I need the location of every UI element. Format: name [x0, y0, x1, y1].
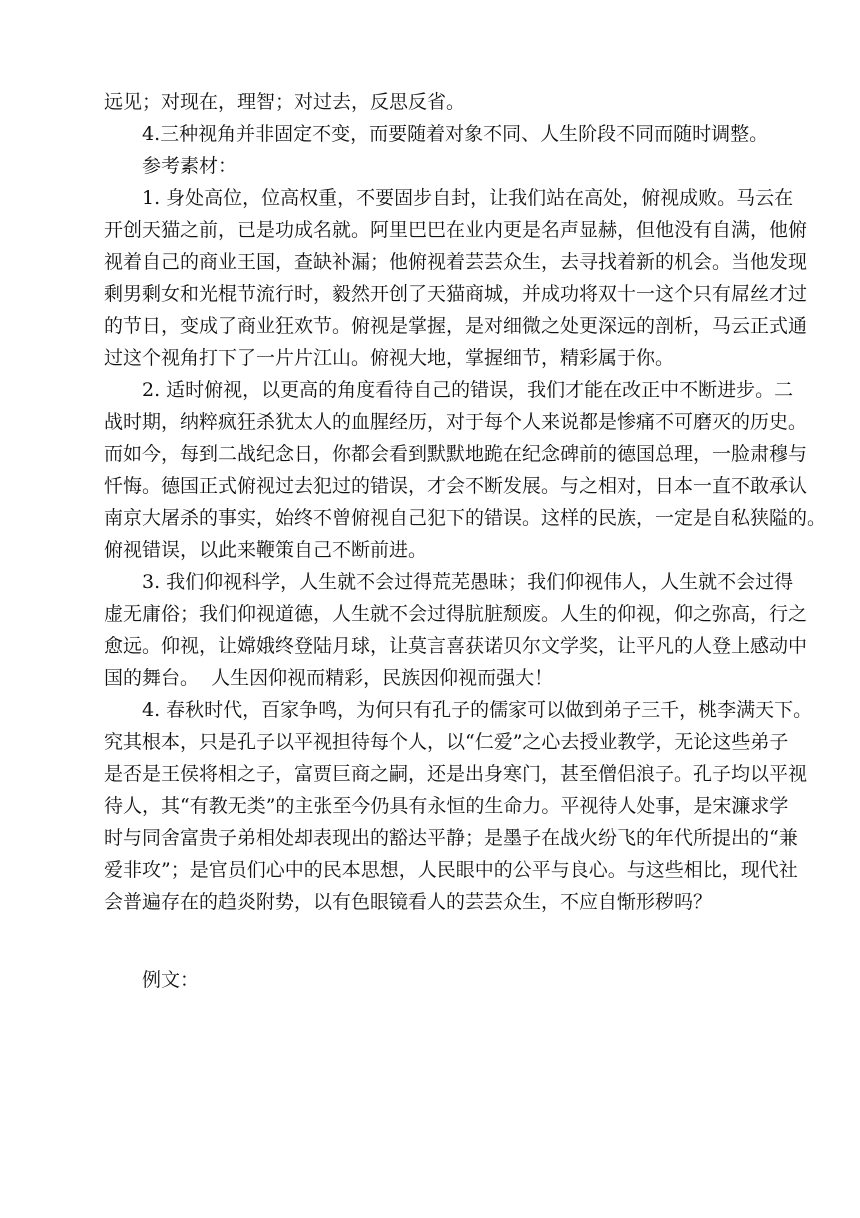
material-2-line-6: 俯视错误，以此来鞭策自己不断前进。	[104, 539, 428, 561]
intro-line: 远见；对现在，理智；对过去，反思反省。	[104, 91, 466, 113]
material-2-line-2: 战时期，纳粹疯狂杀犹太人的血腥经历，对于每个人来说都是惨痛不可磨灭的历史。	[104, 411, 808, 433]
material-3-line-1: 3. 我们仰视科学，人生就不会过得荒芜愚昧；我们仰视伟人，人生就不会过得	[142, 571, 794, 593]
reference-heading: 参考素材：	[142, 155, 238, 177]
material-2-line-5: 南京大屠杀的事实，始终不曾俯视自己犯下的错误。这样的民族，一定是自私狭隘的。	[104, 507, 827, 529]
material-1-line-5: 的节日，变成了商业狂欢节。俯视是掌握，是对细微之处更深远的剖析，马云正式通	[104, 315, 808, 337]
material-4-line-5: 时与同舍富贵子弟相处却表现出的豁达平静；是墨子在战火纷飞的年代所提出的“兼	[104, 827, 798, 849]
material-2	[104, 374, 827, 566]
material-1	[104, 182, 808, 374]
point-4-line: 4.三种视角并非固定不变，而要随着对象不同、人生阶段不同而随时调整。	[142, 123, 769, 145]
material-2-line-1: 2. 适时俯视，以更高的角度看待自己的错误，我们才能在改正中不断进步。二	[142, 379, 794, 401]
material-3-line-2: 虚无庸俗；我们仰视道德，人生就不会过得肮脏颓废。人生的仰视，仰之弥高，行之	[104, 603, 808, 625]
material-2-line-3: 而如今，每到二战纪念日，你都会看到默默地跪在纪念碑前的德国总理，一脸肃穆与	[104, 443, 808, 465]
material-1-line-6: 过这个视角打下了一片片江山。俯视大地，掌握细节，精彩属于你。	[104, 347, 675, 369]
material-3-line-4: 国的舞台。 人生因仰视而精彩，民族因仰视而强大！	[104, 667, 554, 689]
material-3-line-3: 愈远。仰视，让嫦娥终登陆月球，让莫言喜获诺贝尔文学奖，让平凡的人登上感动中	[104, 635, 808, 657]
example-heading: 例文：	[142, 969, 200, 991]
material-2-line-4: 忏悔。德国正式俯视过去犯过的错误，才会不断发展。与之相对，日本一直不敢承认	[104, 475, 808, 497]
material-1-line-4: 剩男剩女和光棍节流行时，毅然开创了天猫商城，并成功将双十一这个只有屌丝才过	[104, 283, 808, 305]
material-1-line-2: 开创天猫之前，已是功成名就。阿里巴巴在业内更是名声显赫，但他没有自满，他俯	[104, 219, 808, 241]
material-1-line-1: 1. 身处高位，位高权重，不要固步自封，让我们站在高处，俯视成败。马云在	[142, 187, 794, 209]
material-4-line-3: 是否是王侯将相之子，富贾巨商之嗣，还是出身寒门，甚至僧侣浪子。孔子均以平视	[104, 763, 808, 785]
material-4-line-7: 会普遍存在的趋炎附势，以有色眼镜看人的芸芸众生，不应自惭形秽吗？	[104, 891, 713, 913]
material-4	[104, 694, 813, 918]
material-3	[104, 566, 808, 694]
material-4-line-4: 待人，其“有教无类”的主张至今仍具有永恒的生命力。平视待人处事，是宋濂求学	[104, 795, 789, 817]
material-1-line-3: 视着自己的商业王国，查缺补漏；他俯视着芸芸众生，去寻找着新的机会。当他发现	[104, 251, 808, 273]
material-4-line-2: 究其根本，只是孔子以平视担待每个人，以“仁爱”之心去授业教学，无论这些弟子	[104, 731, 789, 753]
document-page	[104, 86, 827, 996]
material-4-line-1: 4. 春秋时代，百家争鸣，为何只有孔子的儒家可以做到弟子三千，桃李满天下。	[142, 699, 813, 721]
material-4-line-6: 爱非攻”；是官员们心中的民本思想，人民眼中的公平与良心。与这些相比，现代社	[104, 859, 798, 881]
paragraph-gap	[104, 918, 756, 964]
